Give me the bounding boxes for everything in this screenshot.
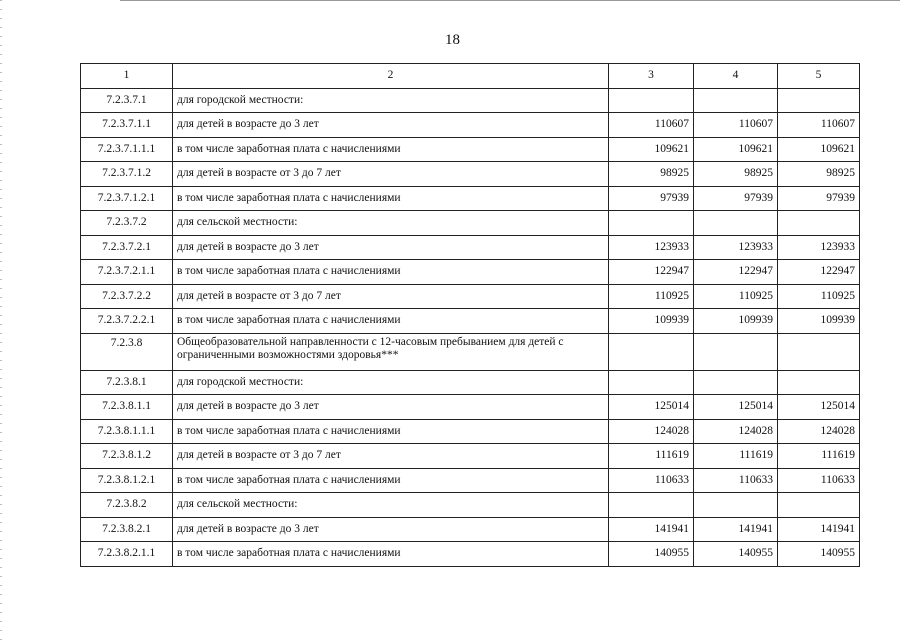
cell-col-4: 109939 [694, 309, 778, 334]
cell-code: 7.2.3.7.1 [81, 88, 173, 113]
cell-col-5: 97939 [778, 186, 860, 211]
cell-col-5 [778, 370, 860, 395]
cell-col-4: 110633 [694, 468, 778, 493]
scan-top-line [120, 0, 900, 1]
cell-col-3: 140955 [609, 542, 694, 567]
table-row [81, 517, 860, 542]
cell-description: в том числе заработная плата с начислениями [173, 419, 609, 444]
cell-col-5: 109621 [778, 137, 860, 162]
cell-col-4: 109621 [694, 137, 778, 162]
table-row [81, 137, 860, 162]
cell-col-3: 124028 [609, 419, 694, 444]
cell-col-3: 109939 [609, 309, 694, 334]
cell-col-4: 110925 [694, 284, 778, 309]
cell-description: для сельской местности: [173, 493, 609, 518]
cell-col-3: 110633 [609, 468, 694, 493]
cell-col-3: 125014 [609, 395, 694, 420]
cell-col-5: 110607 [778, 113, 860, 138]
cell-code: 7.2.3.8 [81, 333, 173, 370]
cell-col-4: 140955 [694, 542, 778, 567]
table-row [81, 333, 860, 370]
cell-col-5: 123933 [778, 235, 860, 260]
cell-col-4 [694, 493, 778, 518]
cell-col-3 [609, 370, 694, 395]
cell-code: 7.2.3.8.2 [81, 493, 173, 518]
cell-col-3: 141941 [609, 517, 694, 542]
cell-code: 7.2.3.8.1 [81, 370, 173, 395]
cell-code: 7.2.3.7.2.2.1 [81, 309, 173, 334]
cell-description: в том числе заработная плата с начислениями [173, 186, 609, 211]
cell-col-3: 122947 [609, 260, 694, 285]
cell-description: для детей в возрасте от 3 до 7 лет [173, 444, 609, 469]
cell-col-5: 125014 [778, 395, 860, 420]
table-row [81, 260, 860, 285]
header-col-5: 5 [778, 64, 860, 89]
table-row [81, 284, 860, 309]
table-row [81, 113, 860, 138]
table-row [81, 444, 860, 469]
cell-code: 7.2.3.7.2.1 [81, 235, 173, 260]
cell-code: 7.2.3.7.2 [81, 211, 173, 236]
cell-code: 7.2.3.7.1.2 [81, 162, 173, 187]
table-row [81, 186, 860, 211]
cell-col-3: 111619 [609, 444, 694, 469]
cell-description: для детей в возрасте до 3 лет [173, 235, 609, 260]
cell-code: 7.2.3.8.1.2.1 [81, 468, 173, 493]
cell-col-4: 98925 [694, 162, 778, 187]
cell-description: для детей в возрасте от 3 до 7 лет [173, 284, 609, 309]
cell-code: 7.2.3.8.1.1 [81, 395, 173, 420]
cell-col-5 [778, 333, 860, 370]
cell-description: для детей в возрасте до 3 лет [173, 517, 609, 542]
cell-description: Общеобразовательной направленности с 12-часовым пребыванием для детей с ограниченными возможностями здоровья*** [173, 333, 609, 370]
cell-col-4: 97939 [694, 186, 778, 211]
cell-col-5: 98925 [778, 162, 860, 187]
cell-col-3 [609, 88, 694, 113]
cell-code: 7.2.3.8.1.1.1 [81, 419, 173, 444]
table-row [81, 419, 860, 444]
tariff-table [80, 63, 860, 567]
cell-col-5: 110925 [778, 284, 860, 309]
header-col-1: 1 [81, 64, 173, 89]
cell-col-4 [694, 370, 778, 395]
table-row [81, 493, 860, 518]
table-row [81, 309, 860, 334]
cell-description: для детей в возрасте от 3 до 7 лет [173, 162, 609, 187]
cell-col-5 [778, 211, 860, 236]
cell-col-4 [694, 211, 778, 236]
cell-code: 7.2.3.7.2.2 [81, 284, 173, 309]
cell-description: для городской местности: [173, 370, 609, 395]
cell-col-4: 141941 [694, 517, 778, 542]
header-col-2: 2 [173, 64, 609, 89]
cell-col-3: 97939 [609, 186, 694, 211]
table-row [81, 395, 860, 420]
table-header-row [81, 64, 860, 89]
cell-col-3: 110925 [609, 284, 694, 309]
cell-description: для городской местности: [173, 88, 609, 113]
cell-col-4: 122947 [694, 260, 778, 285]
cell-col-3 [609, 333, 694, 370]
header-col-4: 4 [694, 64, 778, 89]
cell-col-3: 109621 [609, 137, 694, 162]
table-row [81, 211, 860, 236]
cell-code: 7.2.3.7.1.1 [81, 113, 173, 138]
table-row [81, 542, 860, 567]
cell-col-3: 110607 [609, 113, 694, 138]
cell-description: для детей в возрасте до 3 лет [173, 395, 609, 420]
cell-col-5: 110633 [778, 468, 860, 493]
cell-col-4: 110607 [694, 113, 778, 138]
cell-col-5: 140955 [778, 542, 860, 567]
table-row [81, 468, 860, 493]
cell-col-3 [609, 493, 694, 518]
cell-code: 7.2.3.8.2.1 [81, 517, 173, 542]
page-number: 18 [445, 32, 460, 48]
cell-code: 7.2.3.7.1.2.1 [81, 186, 173, 211]
cell-col-3: 98925 [609, 162, 694, 187]
cell-col-4 [694, 88, 778, 113]
cell-col-4: 123933 [694, 235, 778, 260]
cell-description: в том числе заработная плата с начислениями [173, 137, 609, 162]
cell-code: 7.2.3.8.2.1.1 [81, 542, 173, 567]
cell-col-5 [778, 493, 860, 518]
table-row [81, 162, 860, 187]
cell-col-4: 124028 [694, 419, 778, 444]
cell-col-4 [694, 333, 778, 370]
cell-col-5 [778, 88, 860, 113]
cell-col-5: 141941 [778, 517, 860, 542]
table-row [81, 370, 860, 395]
cell-code: 7.2.3.8.1.2 [81, 444, 173, 469]
cell-col-5: 124028 [778, 419, 860, 444]
cell-col-4: 125014 [694, 395, 778, 420]
cell-col-3: 123933 [609, 235, 694, 260]
cell-col-3 [609, 211, 694, 236]
cell-col-5: 111619 [778, 444, 860, 469]
header-col-3: 3 [609, 64, 694, 89]
cell-description: в том числе заработная плата с начислениями [173, 309, 609, 334]
scan-edge-mark [0, 0, 2, 640]
cell-col-5: 109939 [778, 309, 860, 334]
cell-description: в том числе заработная плата с начислениями [173, 260, 609, 285]
table-row [81, 88, 860, 113]
cell-code: 7.2.3.7.2.1.1 [81, 260, 173, 285]
cell-col-4: 111619 [694, 444, 778, 469]
cell-description: для детей в возрасте до 3 лет [173, 113, 609, 138]
cell-code: 7.2.3.7.1.1.1 [81, 137, 173, 162]
cell-description: в том числе заработная плата с начислениями [173, 542, 609, 567]
cell-description: в том числе заработная плата с начислениями [173, 468, 609, 493]
cell-col-5: 122947 [778, 260, 860, 285]
cell-description: для сельской местности: [173, 211, 609, 236]
table-row [81, 235, 860, 260]
